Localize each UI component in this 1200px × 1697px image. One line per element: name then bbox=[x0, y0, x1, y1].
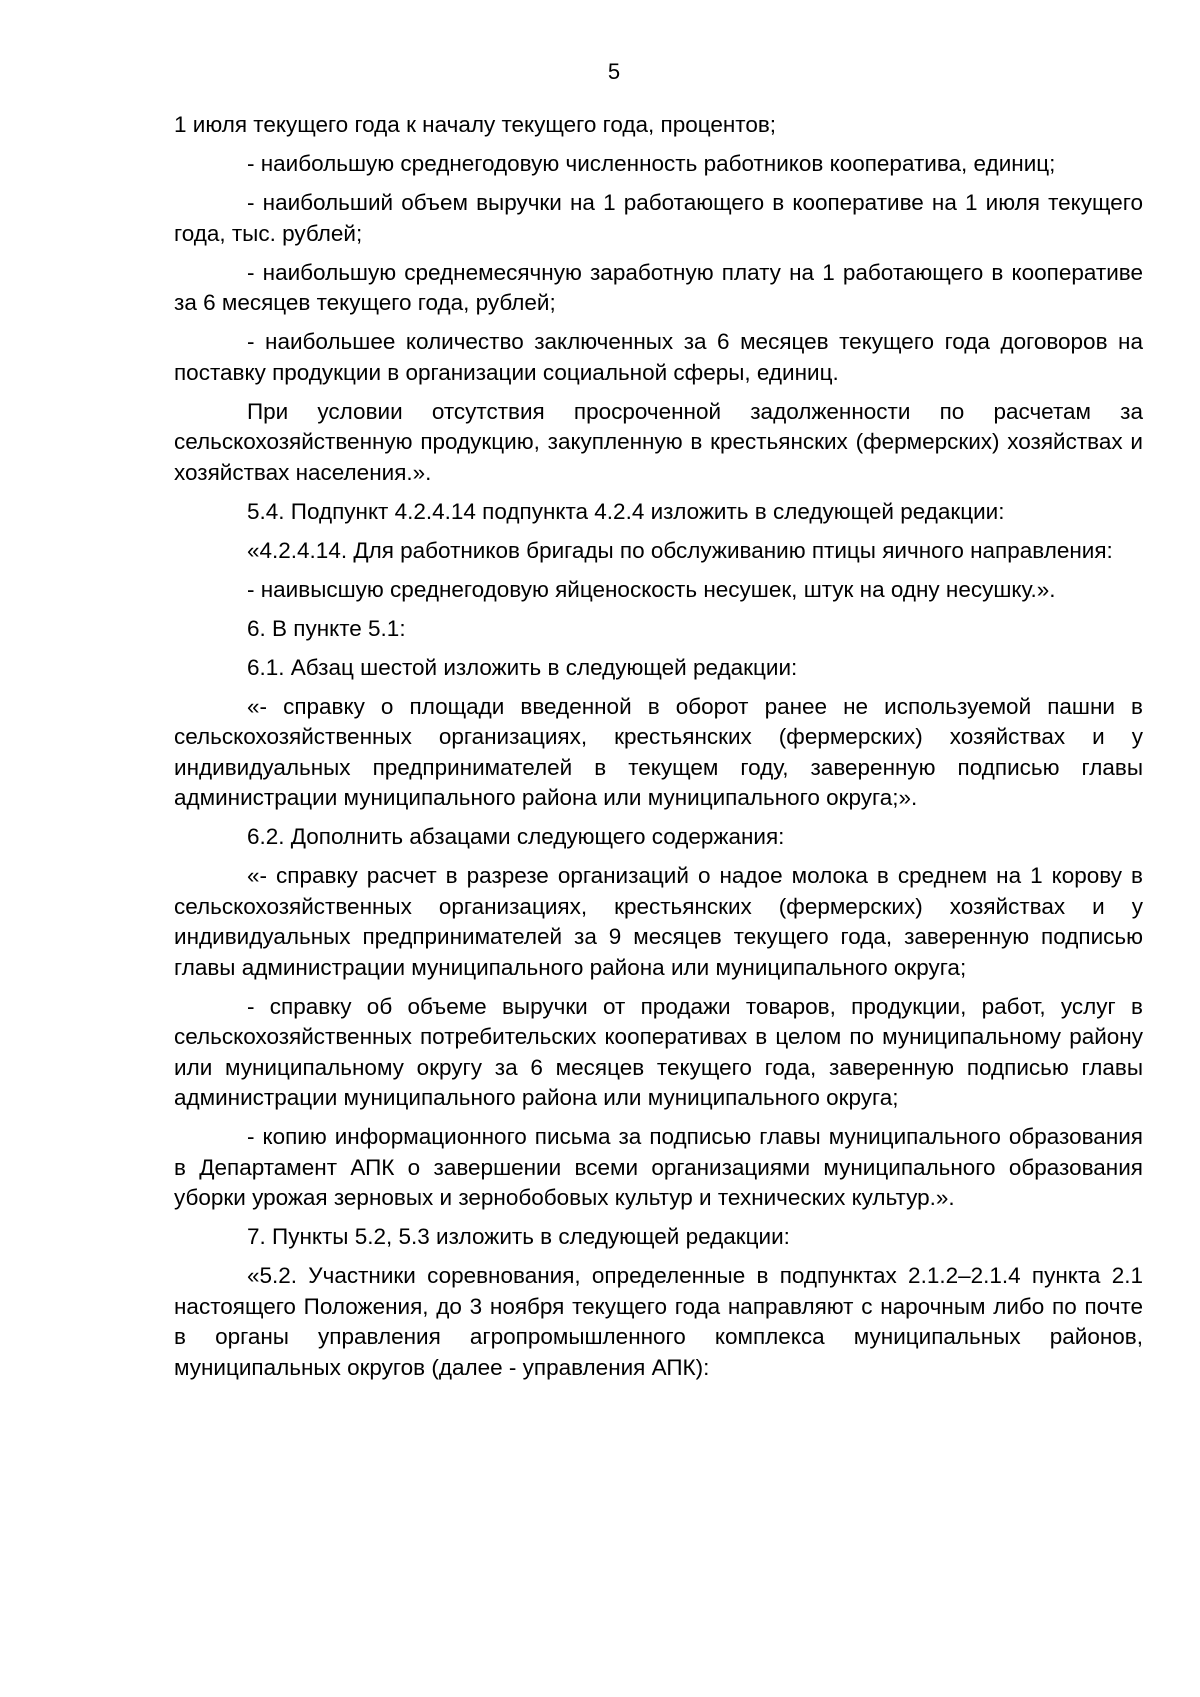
paragraph: «- справку о площади введенной в оборот ранее не используемой пашни в сельскохозяйственных организациях, крестьянских (фермерских) хозяйствах и у индивидуальных предпринимателей в текущем году, заверенную подписью главы администрации муниципального района или муниципального округа;». bbox=[174, 693, 1143, 810]
paragraph: 7. Пункты 5.2, 5.3 изложить в следующей редакции: bbox=[247, 1224, 790, 1249]
paragraph: 1 июля текущего года к началу текущего года, процентов; bbox=[174, 112, 777, 137]
paragraph: - наибольшую среднемесячную заработную плату на 1 работающего в кооперативе за 6 месяцев текущего года, рублей; bbox=[174, 259, 1143, 315]
paragraph: - наибольший объем выручки на 1 работающего в кооперативе на 1 июля текущего года, тыс. рублей; bbox=[174, 190, 1143, 246]
paragraph: «5.2. Участники соревнования, определенные в подпунктах 2.1.2–2.1.4 пункта 2.1 настоящего Положения, до 3 ноября текущего года направляют с нарочным либо по почте в органы управления агропромышленного комплекса муниципальных районов, муниципальных округов (далее - управления АПК): bbox=[174, 1263, 1143, 1380]
paragraph: 6.1. Абзац шестой изложить в следующей редакции: bbox=[247, 654, 798, 680]
paragraph: - копию информационного письма за подписью главы муниципального образования в Департамент АПК о завершении всеми организациями муниципального образования уборки урожая зерновых и зернобобовых культур и технических культур.». bbox=[174, 1124, 1143, 1210]
paragraph: - наивысшую среднегодовую яйценоскость несушек, штук на одну несушку.». bbox=[247, 576, 1056, 602]
paragraph: При условии отсутствия просроченной задолженности по расчетам за сельскохозяйственную продукцию, закупленную в крестьянских (фермерских) хозяйствах и хозяйствах населения.». bbox=[174, 398, 1143, 485]
paragraph: 6.2. Дополнить абзацами следующего содержания: bbox=[247, 824, 785, 849]
document-body bbox=[174, 110, 1143, 1392]
paragraph: - справку об объеме выручки от продажи товаров, продукции, работ, услуг в сельскохозяйственных потребительских кооперативах в целом по муниципальному району или муниципальному округу за 6 месяцев текущего года, заверенную подписью главы администрации муниципального района или муниципального округа; bbox=[174, 993, 1143, 1110]
paragraph: «- справку расчет в разрезе организаций о надое молока в среднем на 1 корову в сельскохозяйственных организациях, крестьянских (фермерских) хозяйствах и у индивидуальных предпринимателей за 9 месяцев текущего года, заверенную подписью главы администрации муниципального района или муниципального округа; bbox=[174, 863, 1143, 980]
paragraph: 6. В пункте 5.1: bbox=[247, 615, 406, 641]
paragraph: 5.4. Подпункт 4.2.4.14 подпункта 4.2.4 изложить в следующей редакции: bbox=[247, 498, 1005, 524]
paragraph: «4.2.4.14. Для работников бригады по обслуживанию птицы яичного направления: bbox=[247, 537, 1113, 563]
page-number: 5 bbox=[607, 59, 621, 84]
paragraph: - наибольшее количество заключенных за 6 месяцев текущего года договоров на поставку продукции в организации социальной сферы, единиц. bbox=[174, 329, 1143, 385]
paragraph: - наибольшую среднегодовую численность работников кооператива, единиц; bbox=[247, 151, 1056, 176]
